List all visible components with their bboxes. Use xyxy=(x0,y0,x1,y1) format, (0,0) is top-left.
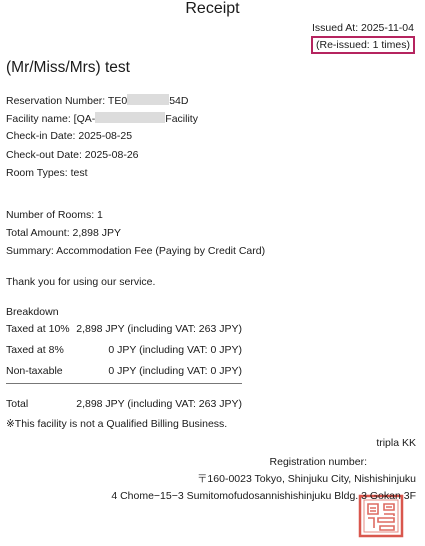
reservation-number-suffix: 54D xyxy=(169,95,189,107)
breakdown-amount: 0 JPY (including VAT: 0 JPY) xyxy=(108,365,242,377)
facility-name xyxy=(6,112,198,126)
address-line-1: 〒160-0023 Tokyo, Shinjuku City, Nishishinjuku xyxy=(196,473,416,485)
thank-you-message: Thank you for using our service. xyxy=(6,276,156,288)
billing-note: ※This facility is not a Qualified Billing Business. xyxy=(6,418,228,430)
breakdown-amount: 0 JPY (including VAT: 0 JPY) xyxy=(108,344,242,356)
room-types-value: test xyxy=(70,167,88,179)
total-divider xyxy=(6,383,242,384)
breakdown-label: Taxed at 10% xyxy=(6,323,70,335)
total-amount: Total Amount: 2,898 JPY xyxy=(6,227,121,239)
issued-date: Issued At: 2025-11-04 xyxy=(312,22,414,34)
room-types-label: Room Types: xyxy=(6,167,68,179)
reservation-number-prefix: Reservation Number: TE0 xyxy=(6,95,128,107)
address-line-2: 4 Chome−15−3 Sumitomofudosannishishinjuku Bldg. 3 Gokan 3F xyxy=(111,490,416,502)
check-in-date: Check-in Date: 2025-08-25 xyxy=(6,130,133,142)
breakdown-title: Breakdown xyxy=(6,306,59,318)
facility-name-suffix: Facility xyxy=(165,113,198,125)
reservation-number xyxy=(6,94,188,108)
registration-number: Registration number: xyxy=(269,456,367,468)
check-out-date: Check-out Date: 2025-08-26 xyxy=(6,149,139,161)
reissued-badge: (Re-issued: 1 times) xyxy=(311,36,415,54)
facility-name-prefix: Facility name: [QA- xyxy=(6,113,96,125)
room-types xyxy=(6,167,88,180)
redaction-box xyxy=(95,112,165,123)
number-of-rooms: Number of Rooms: 1 xyxy=(6,209,103,221)
total-amount-value: 2,898 JPY (including VAT: 263 JPY) xyxy=(76,398,242,410)
redaction-box xyxy=(127,94,169,105)
total-label: Total xyxy=(6,398,29,410)
company-name: tripla KK xyxy=(376,437,416,449)
guest-name: (Mr/Miss/Mrs) test xyxy=(6,59,130,76)
breakdown-amount: 2,898 JPY (including VAT: 263 JPY) xyxy=(76,323,242,335)
summary: Summary: Accommodation Fee (Paying by Credit Card) xyxy=(6,245,266,257)
receipt-title: Receipt xyxy=(185,0,240,17)
breakdown-label: Non-taxable xyxy=(6,365,63,377)
breakdown-label: Taxed at 8% xyxy=(6,344,64,356)
